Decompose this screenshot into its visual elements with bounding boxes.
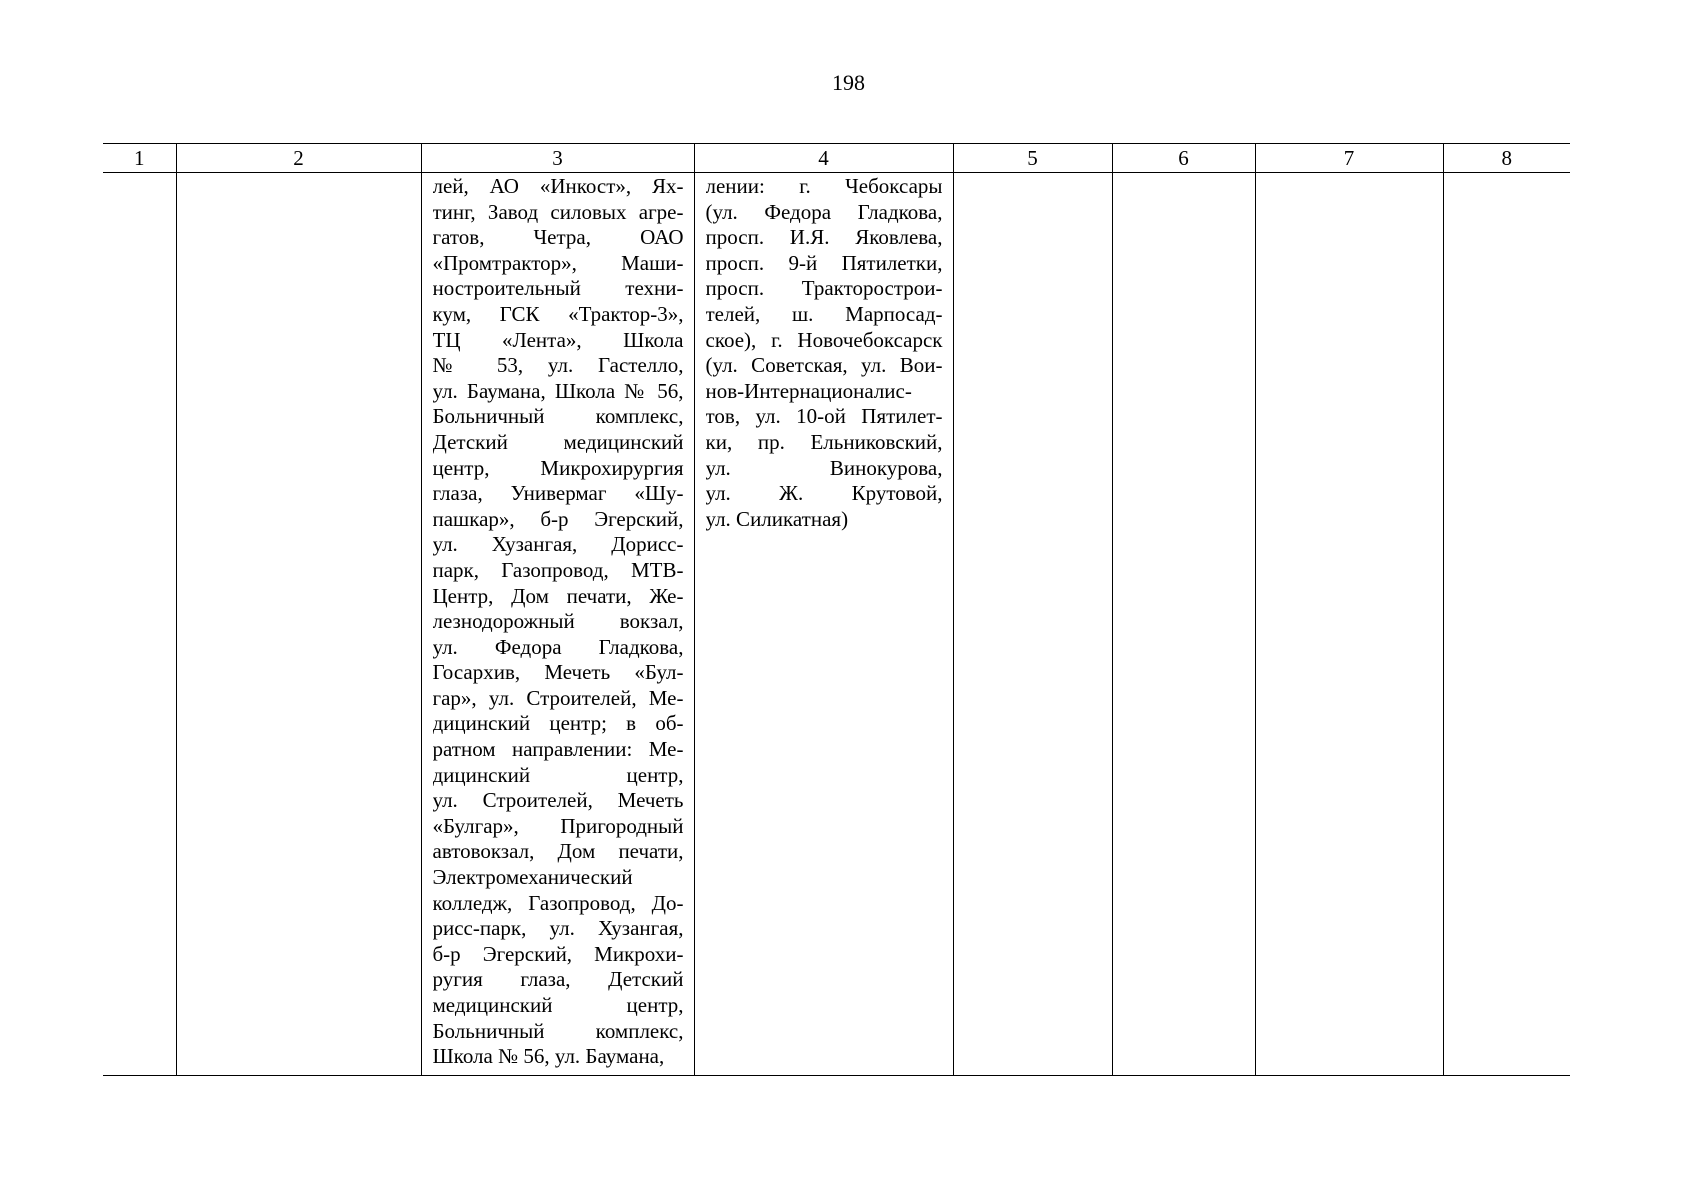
- cell-text-line: телей, ш. Марпосад-: [705, 301, 943, 326]
- cell-text-line: дицинский центр; в об-: [432, 711, 684, 736]
- cell-text-line: колледж, Газопровод, До-: [432, 890, 684, 915]
- cell-text-line: дицинский центр,: [432, 762, 684, 787]
- cell-text-line: Электромеханический: [432, 865, 633, 890]
- stops-list-text: [422, 173, 694, 1070]
- column-header-7: 7: [1255, 144, 1443, 173]
- cell-text-line: ул. Баумана, Школа № 56,: [432, 378, 684, 403]
- cell-text-line: центр, Микрохирургия: [432, 455, 684, 480]
- column-header-4: 4: [694, 144, 953, 173]
- table-row: [103, 173, 1570, 1076]
- cell-text-line: лезнодорожный вокзал,: [432, 609, 684, 634]
- cell-text-line: кум, ГСК «Трактор-3»,: [432, 301, 684, 326]
- cell-text-line: ки, пр. Ельниковский,: [705, 429, 943, 454]
- cell-text-line: Больничный комплекс,: [432, 1018, 684, 1043]
- cell-text-line: ул. Федора Гладкова,: [432, 634, 684, 659]
- cell-text-line: «Булгар», Пригородный: [432, 813, 684, 838]
- cell-text-line: гатов, Четра, ОАО: [432, 225, 684, 250]
- cell-text-line: Госархив, Мечеть «Бул-: [432, 660, 684, 685]
- cell-col-3-stops: [421, 173, 694, 1076]
- cell-text-line: автовокзал, Дом печати,: [432, 839, 684, 864]
- cell-text-line: ул. Винокурова,: [705, 455, 943, 480]
- cell-text-line: Больничный комплекс,: [432, 404, 684, 429]
- cell-text-line: (ул. Федора Гладкова,: [705, 199, 943, 224]
- cell-text-line: тов, ул. 10-ой Пятилет-: [705, 404, 943, 429]
- column-header-8: 8: [1443, 144, 1570, 173]
- cell-col-7: [1255, 173, 1443, 1076]
- cell-text-line: ратном направлении: Ме-: [432, 737, 684, 762]
- cell-text-line: лей, АО «Инкост», Ях-: [432, 174, 684, 198]
- column-header-1: 1: [103, 144, 176, 173]
- cell-col-5: [953, 173, 1112, 1076]
- cell-text-line: ТЦ «Лента», Школа: [432, 327, 684, 352]
- cell-text-line: пашкар», б-р Эгерский,: [432, 506, 684, 531]
- column-header-6: 6: [1112, 144, 1255, 173]
- cell-col-8: [1443, 173, 1570, 1076]
- cell-col-1: [103, 173, 176, 1076]
- cell-text-line: ское), г. Новочебоксарск: [705, 327, 943, 352]
- cell-text-line: рисс-парк, ул. Хузангая,: [432, 916, 684, 941]
- cell-col-6: [1112, 173, 1255, 1076]
- cell-text-line: глаза, Универмаг «Шу-: [432, 481, 684, 506]
- cell-text-line: ул. Ж. Крутовой,: [705, 481, 943, 506]
- cell-col-4-streets: [694, 173, 953, 1076]
- column-header-3: 3: [421, 144, 694, 173]
- cell-text-line: Школа № 56, ул. Баумана,: [432, 1044, 665, 1069]
- route-table: [103, 143, 1570, 1076]
- cell-text-line: б-р Эгерский, Микрохи-: [432, 941, 684, 966]
- cell-text-line: «Промтрактор», Маши-: [432, 250, 684, 275]
- cell-text-line: ностроительный техни-: [432, 276, 684, 301]
- cell-text-line: гар», ул. Строителей, Ме-: [432, 685, 684, 710]
- cell-text-line: парк, Газопровод, МТВ-: [432, 557, 684, 582]
- cell-text-line: ругия глаза, Детский: [432, 967, 684, 992]
- cell-text-line: просп. 9-й Пятилетки,: [705, 250, 943, 275]
- page-number: 198: [832, 70, 865, 95]
- column-header-5: 5: [953, 144, 1112, 173]
- cell-text-line: медицинский центр,: [432, 993, 684, 1017]
- cell-text-line: № 53, ул. Гастелло,: [432, 353, 684, 378]
- column-header-2: 2: [176, 144, 421, 173]
- cell-text-line: ул. Хузангая, Дорисс-: [432, 532, 684, 557]
- cell-text-line: Центр, Дом печати, Же-: [432, 583, 684, 608]
- cell-text-line: ул. Строителей, Мечеть: [432, 788, 684, 813]
- cell-text-line: (ул. Советская, ул. Вои-: [705, 353, 943, 378]
- cell-text-line: нов-Интернационалис-: [705, 378, 912, 403]
- streets-list-text: [695, 173, 953, 532]
- cell-text-line: тинг, Завод силовых агре-: [432, 199, 684, 224]
- cell-col-2: [176, 173, 421, 1076]
- cell-text-line: ул. Силикатная): [705, 506, 849, 531]
- cell-text-line: просп. И.Я. Яковлева,: [705, 225, 943, 250]
- header-row: [103, 144, 1570, 173]
- cell-text-line: лении: г. Чебоксары: [705, 174, 943, 198]
- cell-text-line: Детский медицинский: [432, 429, 684, 454]
- cell-text-line: просп. Тракторострои-: [705, 276, 943, 301]
